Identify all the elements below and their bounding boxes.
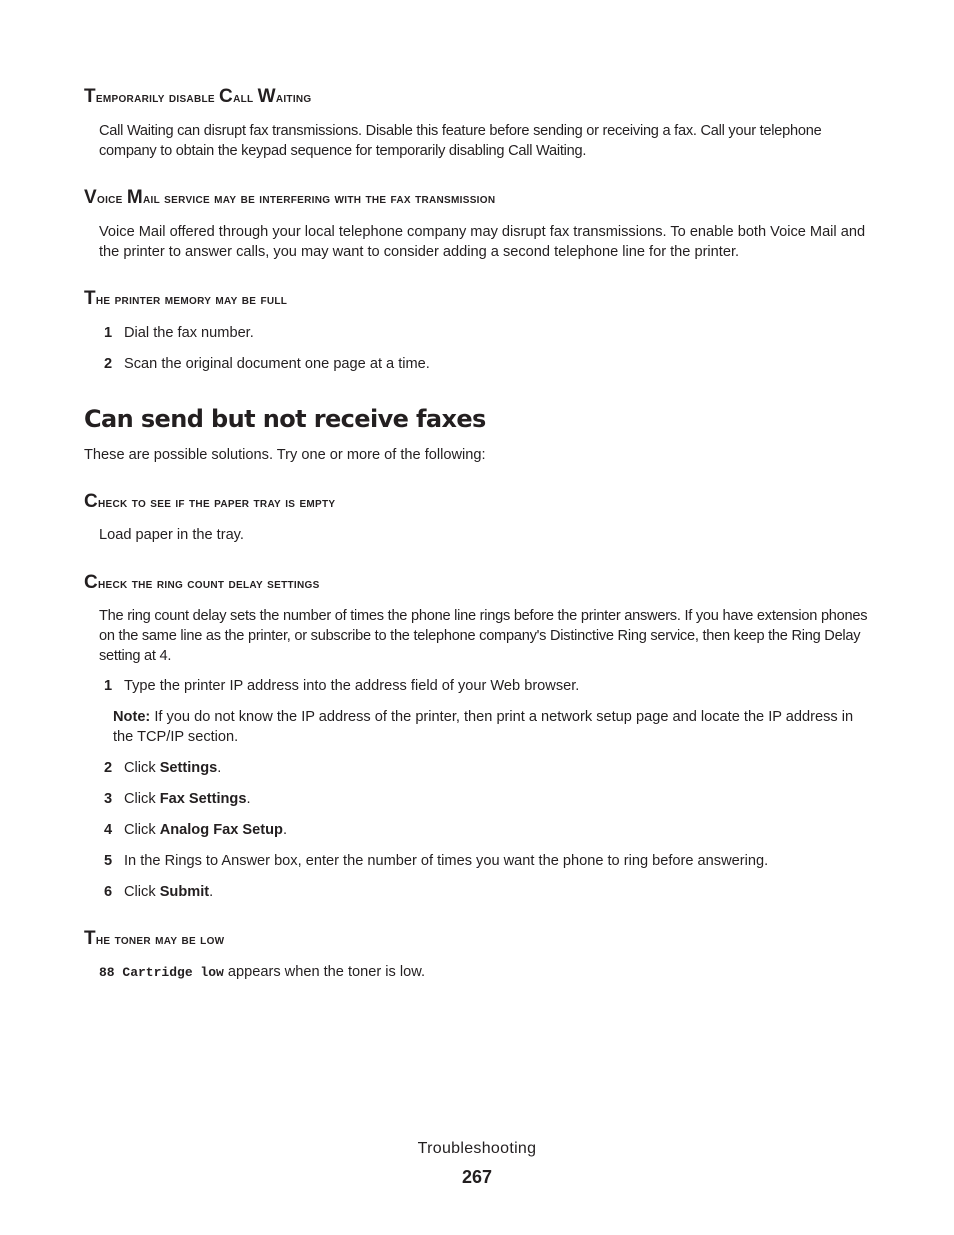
section-heading-ring-count: Check the ring count delay settings [84, 572, 320, 593]
step-text: Type the printer IP address into the address field of your Web browser. [124, 678, 580, 694]
step-text: In the Rings to Answer box, enter the number of times you want the phone to ring before answering. [124, 853, 769, 869]
note-text: If you do not know the IP address of the printer, then print a network setup page and locate the IP address in the TCP/IP section. [113, 709, 854, 745]
page-title: Can send but not receive faxes [84, 405, 486, 433]
toner-paragraph: 88 Cartridge low appears when the toner is low. [99, 964, 426, 980]
code-text: 88 Cartridge low [99, 965, 224, 980]
step-number: 3 [104, 791, 113, 807]
section-heading-paper-tray: Check to see if the paper tray is empty [84, 491, 336, 512]
step-number: 4 [104, 822, 113, 838]
section-heading-voice-mail: Voice Mail service may be interfering with the fax transmission [84, 187, 496, 208]
footer-chapter-label: Troubleshooting [417, 1140, 537, 1157]
intro-paragraph: These are possible solutions. Try one or more of the following: [84, 447, 486, 463]
step-text: Click Analog Fax Setup. [124, 822, 287, 838]
note-block [113, 707, 873, 747]
step-text: Dial the fax number. [124, 325, 254, 341]
page-number: 267 [461, 1167, 493, 1187]
step-number: 2 [104, 760, 113, 776]
note-label: Note: [113, 709, 151, 725]
step-number: 1 [104, 678, 113, 694]
step-text: Click Settings. [124, 760, 222, 776]
step-number: 1 [104, 325, 113, 341]
step-text: Click Submit. [124, 884, 214, 900]
paper-tray-paragraph: Load paper in the tray. [99, 527, 244, 543]
call-waiting-paragraph: Call Waiting can disrupt fax transmissions. Disable this feature before sending or receiving a fax. Call your telephone company to obtain the keypad sequence for temporarily disabling Call Waiting. [99, 123, 822, 159]
section-heading-toner: The toner may be low [84, 928, 225, 949]
section-heading-call-waiting: Temporarily disable Call Waiting [84, 86, 312, 107]
step-text: Click Fax Settings. [124, 791, 251, 807]
ring-count-paragraph: The ring count delay sets the number of times the phone line rings before the printer answers. If you have extension phones on the same line as the printer, or subscribe to the telephone company's Distinctive Ring service, then keep the Ring Delay setting at 4. [99, 608, 868, 664]
step-text: Scan the original document one page at a time. [124, 356, 430, 372]
step-number: 2 [104, 356, 113, 372]
step-number: 5 [104, 853, 113, 869]
voice-mail-paragraph: Voice Mail offered through your local telephone company may disrupt fax transmissions. To enable both Voice Mail and the printer to answer calls, you may want to consider adding a second telephone line for the printer. [99, 224, 866, 260]
section-heading-memory-full: The printer memory may be full [84, 288, 288, 309]
step-number: 6 [104, 884, 113, 900]
